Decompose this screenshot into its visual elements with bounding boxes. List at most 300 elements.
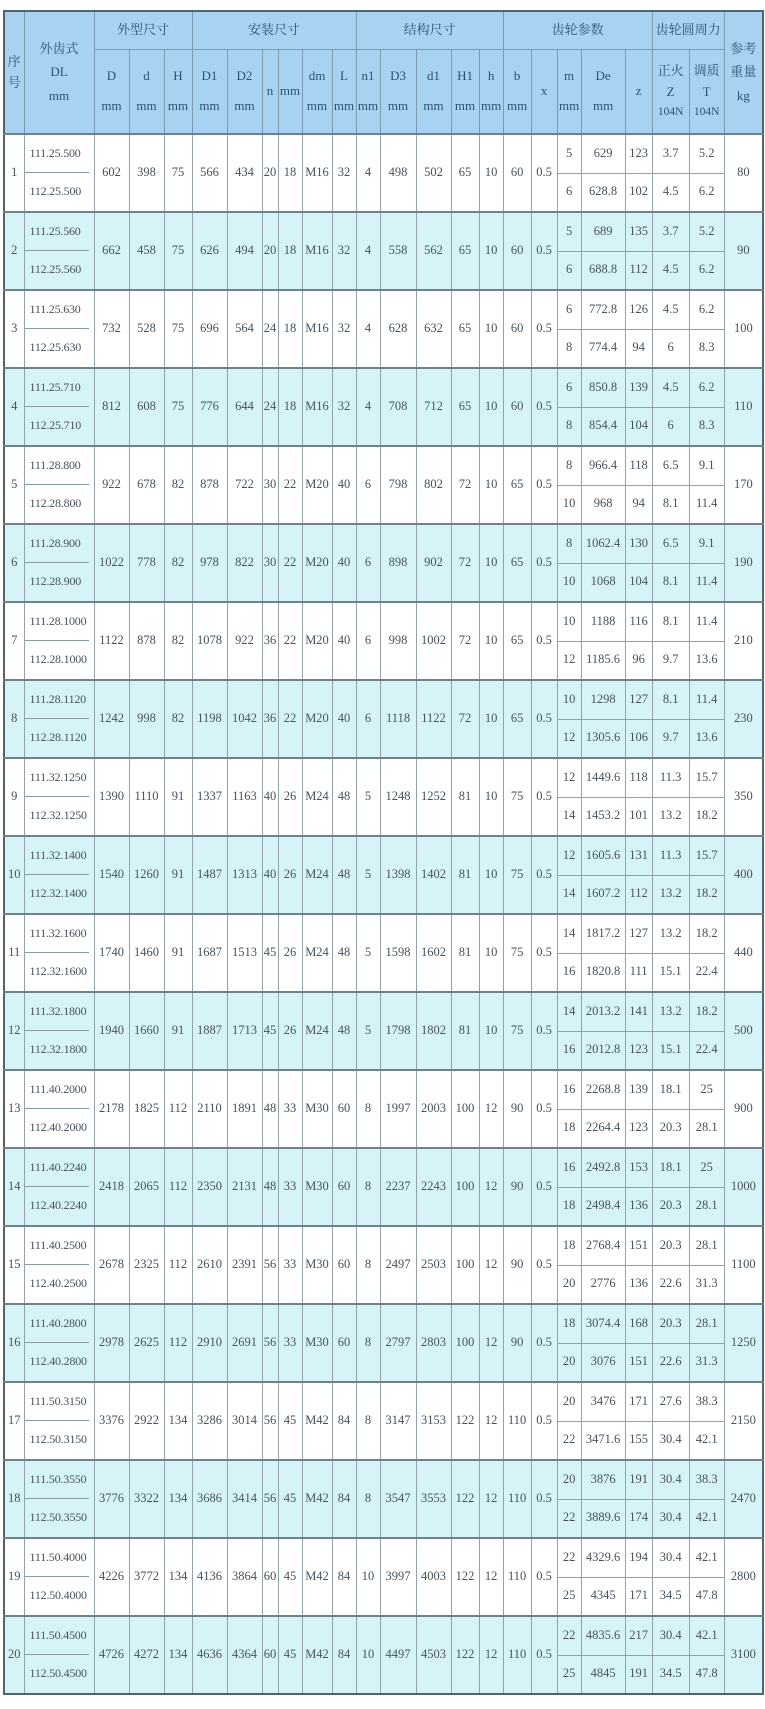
serial-cell: 15 — [4, 1226, 24, 1304]
cell-m-sub1: 10 — [557, 680, 581, 719]
dl-model-top: 111.25.560 — [25, 213, 90, 251]
cell-De-sub1: 629 — [581, 134, 625, 173]
serial-cell: 6 — [4, 524, 24, 602]
cell-hole-diameter: 22 — [278, 602, 302, 680]
cell-normalized-force-sub1: 30.4 — [652, 1538, 689, 1577]
cell-d: 678 — [129, 446, 164, 524]
cell-normalized-force-sub2: 9.7 — [652, 719, 689, 758]
dl-model-bottom: 112.32.1800 — [29, 1042, 87, 1057]
cell-L: 84 — [332, 1538, 356, 1616]
cell-D1: 2910 — [192, 1304, 227, 1382]
cell-tempered-force-sub1: 18.2 — [689, 914, 724, 953]
cell-L: 32 — [332, 134, 356, 212]
cell-n: 36 — [262, 680, 278, 758]
cell-D: 1122 — [94, 602, 129, 680]
cell-x: 0.5 — [531, 290, 557, 368]
dl-model-bottom: 112.40.2000 — [29, 1120, 87, 1135]
serial-cell: 17 — [4, 1382, 24, 1460]
cell-b: 75 — [503, 914, 531, 992]
cell-D1: 1337 — [192, 758, 227, 836]
cell-L: 40 — [332, 602, 356, 680]
cell-h: 10 — [479, 992, 503, 1070]
cell-x: 0.5 — [531, 212, 557, 290]
cell-m-sub2: 12 — [557, 641, 581, 680]
cell-m-sub1: 12 — [557, 836, 581, 875]
cell-D: 4726 — [94, 1616, 129, 1694]
cell-z-sub1: 123 — [625, 134, 652, 173]
cell-h: 12 — [479, 1070, 503, 1148]
cell-n: 24 — [262, 290, 278, 368]
cell-D1: 1687 — [192, 914, 227, 992]
cell-dm: M30 — [302, 1148, 332, 1226]
cell-H: 75 — [164, 290, 192, 368]
cell-De-sub1: 4835.6 — [581, 1616, 625, 1655]
cell-z-sub1: 171 — [625, 1382, 652, 1421]
cell-H: 134 — [164, 1616, 192, 1694]
serial-cell: 18 — [4, 1460, 24, 1538]
cell-normalized-force-sub2: 22.6 — [652, 1265, 689, 1304]
cell-D3: 798 — [380, 446, 416, 524]
cell-x: 0.5 — [531, 992, 557, 1070]
cell-D3: 4497 — [380, 1616, 416, 1694]
cell-z-sub2: 123 — [625, 1109, 652, 1148]
cell-d: 2325 — [129, 1226, 164, 1304]
serial-cell: 5 — [4, 446, 24, 524]
cell-normalized-force-sub1: 4.5 — [652, 290, 689, 329]
cell-m-sub2: 6 — [557, 173, 581, 212]
cell-tempered-force-sub1: 9.1 — [689, 524, 724, 563]
col-header-d: d mm — [129, 49, 164, 134]
dl-cell — [24, 680, 94, 758]
cell-L: 60 — [332, 1148, 356, 1226]
cell-z-sub1: 118 — [625, 758, 652, 797]
col-header-D3: D3 mm — [380, 49, 416, 134]
cell-D1: 626 — [192, 212, 227, 290]
cell-weight: 100 — [724, 290, 763, 368]
cell-d: 3322 — [129, 1460, 164, 1538]
cell-D3: 2237 — [380, 1148, 416, 1226]
cell-m-sub1: 6 — [557, 290, 581, 329]
cell-normalized-force-sub2: 20.3 — [652, 1187, 689, 1226]
dl-model-top: 111.50.4500 — [25, 1617, 90, 1655]
cell-D: 1242 — [94, 680, 129, 758]
cell-hole-diameter: 18 — [278, 134, 302, 212]
cell-H1: 65 — [451, 212, 479, 290]
cell-z-sub2: 151 — [625, 1343, 652, 1382]
cell-normalized-force-sub2: 8.1 — [652, 563, 689, 602]
cell-H1: 72 — [451, 602, 479, 680]
cell-z-sub2: 112 — [625, 251, 652, 290]
cell-D2: 722 — [227, 446, 262, 524]
cell-n1: 6 — [356, 602, 380, 680]
cell-z-sub2: 191 — [625, 1655, 652, 1694]
serial-cell: 14 — [4, 1148, 24, 1226]
table-row-sub1 — [4, 914, 763, 953]
dl-model-top: 111.32.1250 — [25, 759, 90, 797]
cell-tempered-force-sub1: 15.7 — [689, 836, 724, 875]
cell-tempered-force-sub1: 42.1 — [689, 1538, 724, 1577]
cell-H: 112 — [164, 1148, 192, 1226]
cell-d1: 2803 — [416, 1304, 451, 1382]
dl-model-bottom: 112.28.800 — [29, 496, 82, 511]
cell-tempered-force-sub2: 47.8 — [689, 1655, 724, 1694]
table-header — [4, 11, 763, 134]
cell-normalized-force-sub1: 20.3 — [652, 1304, 689, 1343]
dl-cell — [24, 1070, 94, 1148]
cell-D2: 4364 — [227, 1616, 262, 1694]
serial-cell: 7 — [4, 602, 24, 680]
cell-hole-diameter: 45 — [278, 1460, 302, 1538]
dl-cell — [24, 1148, 94, 1226]
cell-d1: 1602 — [416, 914, 451, 992]
cell-D: 4226 — [94, 1538, 129, 1616]
cell-D3: 1997 — [380, 1070, 416, 1148]
cell-d: 458 — [129, 212, 164, 290]
cell-hole-diameter: 18 — [278, 368, 302, 446]
serial-cell: 2 — [4, 212, 24, 290]
cell-tempered-force-sub2: 42.1 — [689, 1421, 724, 1460]
cell-h: 12 — [479, 1538, 503, 1616]
cell-d1: 1252 — [416, 758, 451, 836]
cell-m-sub2: 20 — [557, 1265, 581, 1304]
cell-normalized-force-sub1: 13.2 — [652, 992, 689, 1031]
header-group-structure-dims: 结构尺寸 — [356, 11, 503, 49]
cell-m-sub1: 8 — [557, 446, 581, 485]
header-group-gear-force: 齿轮圆周力 — [652, 11, 724, 49]
cell-d1: 1402 — [416, 836, 451, 914]
cell-n: 56 — [262, 1226, 278, 1304]
cell-z-sub1: 217 — [625, 1616, 652, 1655]
cell-h: 10 — [479, 290, 503, 368]
cell-z-sub1: 127 — [625, 914, 652, 953]
cell-weight: 90 — [724, 212, 763, 290]
cell-D2: 2131 — [227, 1148, 262, 1226]
cell-b: 60 — [503, 212, 531, 290]
dl-model-top: 111.25.710 — [25, 369, 90, 407]
header-weight — [724, 11, 763, 134]
cell-m-sub1: 22 — [557, 1538, 581, 1577]
cell-De-sub2: 1068 — [581, 563, 625, 602]
cell-D1: 776 — [192, 368, 227, 446]
dl-cell — [24, 1460, 94, 1538]
cell-d1: 502 — [416, 134, 451, 212]
cell-h: 10 — [479, 134, 503, 212]
col-header-n: n — [262, 49, 278, 134]
dl-cell — [24, 914, 94, 992]
cell-z-sub2: 94 — [625, 329, 652, 368]
cell-D1: 4636 — [192, 1616, 227, 1694]
cell-z-sub1: 153 — [625, 1148, 652, 1187]
cell-H: 112 — [164, 1226, 192, 1304]
cell-dm: M42 — [302, 1538, 332, 1616]
cell-h: 10 — [479, 914, 503, 992]
cell-tempered-force-sub1: 5.2 — [689, 212, 724, 251]
cell-tempered-force-sub2: 13.6 — [689, 719, 724, 758]
cell-dm: M20 — [302, 446, 332, 524]
cell-tempered-force-sub2: 18.2 — [689, 797, 724, 836]
cell-h: 12 — [479, 1460, 503, 1538]
cell-z-sub1: 141 — [625, 992, 652, 1031]
cell-hole-diameter: 18 — [278, 290, 302, 368]
cell-hole-diameter: 26 — [278, 914, 302, 992]
dl-cell — [24, 1304, 94, 1382]
cell-H1: 122 — [451, 1382, 479, 1460]
cell-D1: 3286 — [192, 1382, 227, 1460]
cell-tempered-force-sub1: 28.1 — [689, 1226, 724, 1265]
cell-n1: 8 — [356, 1148, 380, 1226]
cell-D: 1022 — [94, 524, 129, 602]
cell-L: 84 — [332, 1616, 356, 1694]
cell-D2: 1042 — [227, 680, 262, 758]
cell-normalized-force-sub2: 15.1 — [652, 1031, 689, 1070]
cell-L: 32 — [332, 290, 356, 368]
cell-m-sub1: 10 — [557, 602, 581, 641]
cell-b: 65 — [503, 524, 531, 602]
cell-tempered-force-sub1: 11.4 — [689, 602, 724, 641]
cell-D: 922 — [94, 446, 129, 524]
cell-normalized-force-sub1: 3.7 — [652, 134, 689, 173]
dl-model-bottom: 112.25.630 — [29, 340, 82, 355]
cell-weight: 230 — [724, 680, 763, 758]
cell-D2: 2691 — [227, 1304, 262, 1382]
cell-H: 134 — [164, 1538, 192, 1616]
cell-De-sub1: 2013.2 — [581, 992, 625, 1031]
cell-D: 2418 — [94, 1148, 129, 1226]
cell-De-sub2: 2498.4 — [581, 1187, 625, 1226]
cell-weight: 1000 — [724, 1148, 763, 1226]
cell-L: 60 — [332, 1226, 356, 1304]
cell-z-sub1: 118 — [625, 446, 652, 485]
cell-d: 1460 — [129, 914, 164, 992]
dl-model-bottom: 112.32.1250 — [29, 808, 87, 823]
cell-n1: 10 — [356, 1616, 380, 1694]
cell-hole-diameter: 45 — [278, 1616, 302, 1694]
cell-D3: 3997 — [380, 1538, 416, 1616]
cell-m-sub2: 14 — [557, 797, 581, 836]
cell-d1: 2243 — [416, 1148, 451, 1226]
dl-model-bottom: 112.28.1120 — [29, 730, 87, 745]
cell-z-sub2: 174 — [625, 1499, 652, 1538]
cell-n: 36 — [262, 602, 278, 680]
cell-normalized-force-sub2: 4.5 — [652, 251, 689, 290]
cell-dm: M30 — [302, 1304, 332, 1382]
cell-tempered-force-sub1: 9.1 — [689, 446, 724, 485]
cell-z-sub2: 104 — [625, 563, 652, 602]
cell-tempered-force-sub1: 38.3 — [689, 1460, 724, 1499]
cell-h: 10 — [479, 368, 503, 446]
cell-x: 0.5 — [531, 368, 557, 446]
cell-H1: 122 — [451, 1460, 479, 1538]
cell-H1: 65 — [451, 134, 479, 212]
cell-D3: 1118 — [380, 680, 416, 758]
cell-z-sub2: 102 — [625, 173, 652, 212]
cell-b: 90 — [503, 1148, 531, 1226]
cell-D: 662 — [94, 212, 129, 290]
cell-z-sub2: 96 — [625, 641, 652, 680]
cell-n1: 5 — [356, 836, 380, 914]
cell-d: 998 — [129, 680, 164, 758]
cell-m-sub1: 14 — [557, 914, 581, 953]
cell-normalized-force-sub2: 34.5 — [652, 1655, 689, 1694]
dl-model-top: 111.28.1120 — [25, 681, 90, 719]
cell-L: 48 — [332, 836, 356, 914]
cell-D2: 3414 — [227, 1460, 262, 1538]
cell-D3: 998 — [380, 602, 416, 680]
cell-m-sub2: 16 — [557, 953, 581, 992]
cell-tempered-force-sub2: 31.3 — [689, 1343, 724, 1382]
cell-m-sub2: 18 — [557, 1109, 581, 1148]
dl-cell — [24, 134, 94, 212]
cell-L: 48 — [332, 992, 356, 1070]
dl-cell — [24, 602, 94, 680]
cell-H1: 81 — [451, 836, 479, 914]
cell-b: 65 — [503, 446, 531, 524]
cell-z-sub1: 116 — [625, 602, 652, 641]
cell-D1: 696 — [192, 290, 227, 368]
dl-model-bottom: 112.50.4500 — [29, 1666, 87, 1681]
dl-model-top: 111.40.2800 — [25, 1305, 90, 1343]
dl-model-top: 111.28.1000 — [25, 603, 90, 641]
table-row-sub1 — [4, 758, 763, 797]
cell-n1: 5 — [356, 758, 380, 836]
dl-model-top: 111.28.900 — [25, 525, 90, 563]
cell-z-sub2: 171 — [625, 1577, 652, 1616]
cell-normalized-force-sub1: 30.4 — [652, 1460, 689, 1499]
table-row-sub1 — [4, 1460, 763, 1499]
cell-n: 40 — [262, 836, 278, 914]
cell-m-sub2: 20 — [557, 1343, 581, 1382]
cell-De-sub2: 968 — [581, 485, 625, 524]
cell-D3: 3547 — [380, 1460, 416, 1538]
table-row-sub1 — [4, 446, 763, 485]
cell-De-sub2: 2776 — [581, 1265, 625, 1304]
cell-tempered-force-sub1: 6.2 — [689, 290, 724, 329]
cell-d: 2065 — [129, 1148, 164, 1226]
serial-cell: 3 — [4, 290, 24, 368]
cell-z-sub1: 131 — [625, 836, 652, 875]
cell-b: 90 — [503, 1304, 531, 1382]
header-dl — [24, 11, 94, 134]
cell-n1: 6 — [356, 446, 380, 524]
cell-H: 112 — [164, 1070, 192, 1148]
cell-De-sub1: 1449.6 — [581, 758, 625, 797]
cell-d1: 562 — [416, 212, 451, 290]
dl-model-bottom: 112.25.500 — [29, 184, 82, 199]
cell-dm: M24 — [302, 758, 332, 836]
cell-D3: 498 — [380, 134, 416, 212]
cell-hole-diameter: 22 — [278, 446, 302, 524]
cell-n: 45 — [262, 914, 278, 992]
cell-h: 12 — [479, 1226, 503, 1304]
cell-d1: 3153 — [416, 1382, 451, 1460]
dl-cell — [24, 212, 94, 290]
cell-weight: 440 — [724, 914, 763, 992]
cell-De-sub2: 2012.8 — [581, 1031, 625, 1070]
cell-tempered-force-sub2: 47.8 — [689, 1577, 724, 1616]
cell-normalized-force-sub1: 11.3 — [652, 836, 689, 875]
cell-n: 56 — [262, 1304, 278, 1382]
dl-cell — [24, 836, 94, 914]
cell-tempered-force-sub1: 42.1 — [689, 1616, 724, 1655]
cell-d: 778 — [129, 524, 164, 602]
cell-n1: 8 — [356, 1226, 380, 1304]
cell-m-sub1: 16 — [557, 1070, 581, 1109]
cell-L: 48 — [332, 758, 356, 836]
cell-tempered-force-sub2: 28.1 — [689, 1187, 724, 1226]
cell-normalized-force-sub1: 6.5 — [652, 524, 689, 563]
dl-cell — [24, 1226, 94, 1304]
cell-weight: 2470 — [724, 1460, 763, 1538]
cell-m-sub2: 16 — [557, 1031, 581, 1070]
cell-D3: 2497 — [380, 1226, 416, 1304]
cell-h: 10 — [479, 758, 503, 836]
table-row-sub1 — [4, 368, 763, 407]
cell-dm: M42 — [302, 1616, 332, 1694]
cell-D2: 1713 — [227, 992, 262, 1070]
cell-z-sub2: 123 — [625, 1031, 652, 1070]
cell-H: 75 — [164, 212, 192, 290]
serial-cell: 8 — [4, 680, 24, 758]
cell-n: 30 — [262, 446, 278, 524]
cell-tempered-force-sub2: 6.2 — [689, 251, 724, 290]
cell-De-sub1: 689 — [581, 212, 625, 251]
cell-x: 0.5 — [531, 758, 557, 836]
cell-tempered-force-sub2: 18.2 — [689, 875, 724, 914]
cell-De-sub1: 1298 — [581, 680, 625, 719]
cell-z-sub2: 101 — [625, 797, 652, 836]
table-row-sub1 — [4, 680, 763, 719]
cell-L: 40 — [332, 524, 356, 602]
cell-De-sub1: 966.4 — [581, 446, 625, 485]
cell-m-sub1: 12 — [557, 758, 581, 797]
col-header-H1: H1 mm — [451, 49, 479, 134]
cell-normalized-force-sub1: 20.3 — [652, 1226, 689, 1265]
cell-hole-diameter: 33 — [278, 1226, 302, 1304]
cell-d: 398 — [129, 134, 164, 212]
cell-tempered-force-sub2: 8.3 — [689, 407, 724, 446]
cell-tempered-force-sub2: 31.3 — [689, 1265, 724, 1304]
cell-z-sub2: 112 — [625, 875, 652, 914]
cell-D1: 1198 — [192, 680, 227, 758]
table-row-sub1 — [4, 1226, 763, 1265]
cell-D1: 1078 — [192, 602, 227, 680]
cell-tempered-force-sub1: 25 — [689, 1148, 724, 1187]
cell-D1: 2110 — [192, 1070, 227, 1148]
cell-D3: 1248 — [380, 758, 416, 836]
dl-model-bottom: 112.50.3550 — [29, 1510, 87, 1525]
cell-m-sub1: 20 — [557, 1382, 581, 1421]
cell-b: 90 — [503, 1070, 531, 1148]
cell-n1: 5 — [356, 914, 380, 992]
cell-d: 4272 — [129, 1616, 164, 1694]
cell-d1: 1122 — [416, 680, 451, 758]
table-row-sub1 — [4, 1148, 763, 1187]
cell-D: 1540 — [94, 836, 129, 914]
cell-m-sub1: 14 — [557, 992, 581, 1031]
cell-H1: 100 — [451, 1226, 479, 1304]
dl-model-top: 111.32.1400 — [25, 837, 90, 875]
cell-D1: 1487 — [192, 836, 227, 914]
cell-hole-diameter: 33 — [278, 1070, 302, 1148]
cell-hole-diameter: 45 — [278, 1538, 302, 1616]
cell-h: 10 — [479, 212, 503, 290]
col-header-zh: 正火 Z 104N — [652, 49, 689, 134]
cell-normalized-force-sub1: 18.1 — [652, 1148, 689, 1187]
cell-dm: M42 — [302, 1460, 332, 1538]
cell-H1: 122 — [451, 1538, 479, 1616]
cell-b: 65 — [503, 602, 531, 680]
cell-n1: 4 — [356, 368, 380, 446]
